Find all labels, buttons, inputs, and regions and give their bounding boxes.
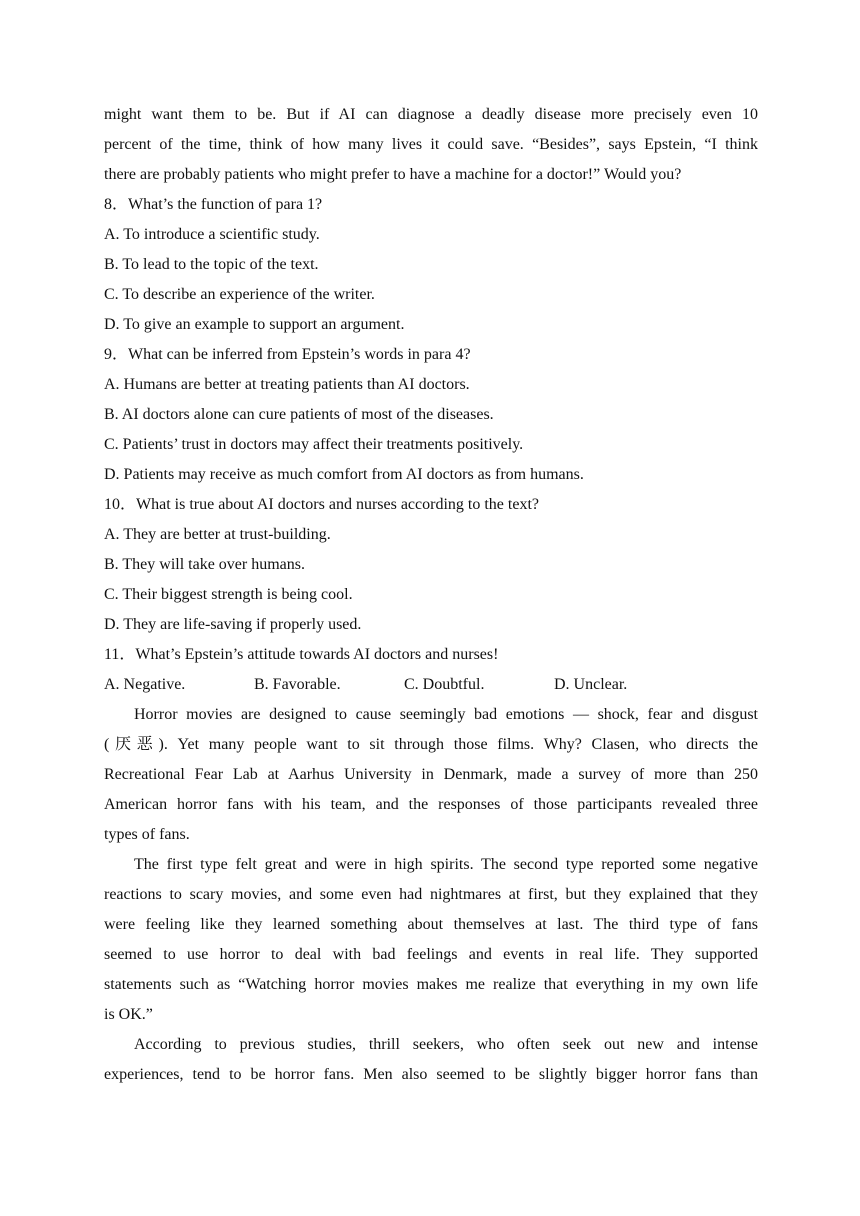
answer-option: B. AI doctors alone can cure patients of most of the diseases. — [104, 406, 494, 423]
text-line: American horror fans with his team, and the responses of those participants revealed three — [104, 796, 758, 813]
text-line: According to previous studies, thrill seekers, who often seek out new and intense — [134, 1036, 758, 1053]
text-line: (厌恶). Yet many people want to sit through those films. Why? Clasen, who directs the — [104, 736, 758, 753]
text-line: there are probably patients who might prefer to have a machine for a doctor!” Would you? — [104, 166, 682, 183]
answer-option: D. Patients may receive as much comfort from AI doctors as from humans. — [104, 466, 584, 483]
answer-option: B. Favorable. — [254, 676, 341, 693]
passage-2-paragraph-2 — [104, 850, 758, 1030]
question-stem: 8．What’s the function of para 1? — [104, 196, 323, 213]
answer-option: C. Their biggest strength is being cool. — [104, 586, 353, 603]
answer-option: A. Negative. — [104, 676, 186, 693]
question-stem: 9．What can be inferred from Epstein’s words in para 4? — [104, 346, 471, 363]
question-11 — [104, 640, 758, 700]
text-line: might want them to be. But if AI can diagnose a deadly disease more precisely even 10 — [104, 106, 758, 123]
answer-option: A. To introduce a scientific study. — [104, 226, 320, 243]
question-9 — [104, 340, 758, 490]
answer-option: D. To give an example to support an argument. — [104, 316, 405, 333]
answer-option: A. They are better at trust-building. — [104, 526, 331, 543]
answer-option: D. They are life-saving if properly used. — [104, 616, 362, 633]
text-line: statements such as “Watching horror movies makes me realize that everything in my own life — [104, 976, 758, 993]
passage-2-paragraph-3 — [104, 1030, 758, 1090]
answer-option: B. They will take over humans. — [104, 556, 305, 573]
text-line: is OK.” — [104, 1006, 153, 1023]
text-line: types of fans. — [104, 826, 190, 843]
text-line: Horror movies are designed to cause seemingly bad emotions — shock, fear and disgust — [134, 706, 758, 723]
passage-continuation — [104, 100, 758, 190]
question-10 — [104, 490, 758, 640]
passage-2-paragraph-1 — [104, 700, 758, 850]
answer-option: C. To describe an experience of the writer. — [104, 286, 375, 303]
text-line: reactions to scary movies, and some even had nightmares at first, but they explained that they — [104, 886, 758, 903]
answer-option: D. Unclear. — [554, 676, 628, 693]
question-8 — [104, 190, 758, 340]
text-line: percent of the time, think of how many lives it could save. “Besides”, says Epstein, “I think — [104, 136, 758, 153]
text-line: Recreational Fear Lab at Aarhus University in Denmark, made a survey of more than 250 — [104, 766, 758, 783]
answer-option: C. Doubtful. — [404, 676, 485, 693]
document-page — [104, 100, 758, 1090]
text-line: were feeling like they learned something about themselves at last. The third type of fans — [104, 916, 758, 933]
text-line: seemed to use horror to deal with bad feelings and events in real life. They supported — [104, 946, 758, 963]
text-line: experiences, tend to be horror fans. Men also seemed to be slightly bigger horror fans than — [104, 1066, 758, 1083]
answer-option: B. To lead to the topic of the text. — [104, 256, 319, 273]
answer-options-row — [104, 670, 758, 700]
question-stem: 11．What’s Epstein’s attitude towards AI doctors and nurses! — [104, 646, 499, 663]
question-stem: 10．What is true about AI doctors and nurses according to the text? — [104, 496, 539, 513]
answer-option: C. Patients’ trust in doctors may affect their treatments positively. — [104, 436, 524, 453]
text-line: The first type felt great and were in high spirits. The second type reported some negative — [134, 856, 758, 873]
answer-option: A. Humans are better at treating patients than AI doctors. — [104, 376, 470, 393]
